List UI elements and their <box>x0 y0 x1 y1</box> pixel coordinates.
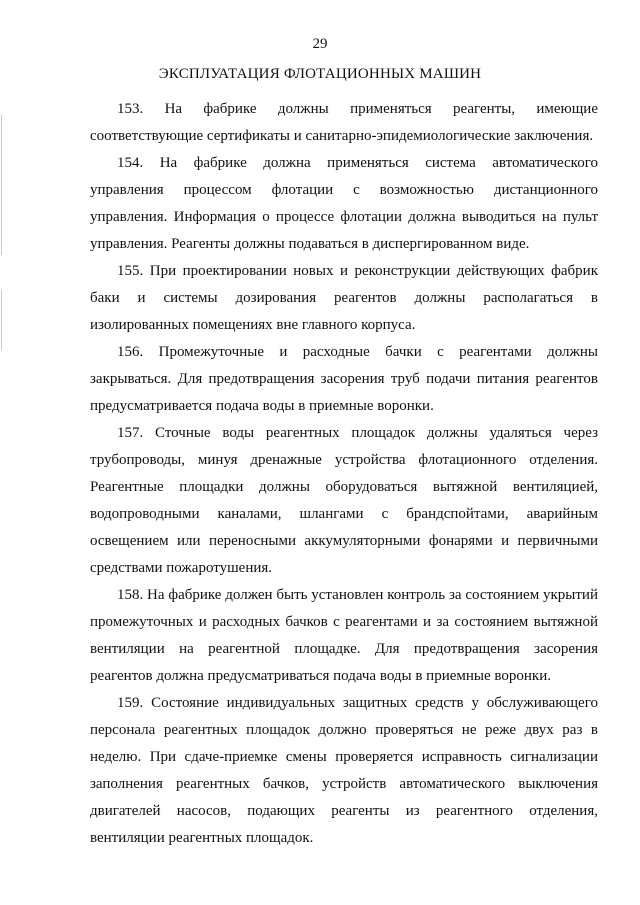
page-number: 29 <box>312 36 328 52</box>
paragraph-155: 155. При проектировании новых и реконструкции действующих фабрик баки и системы дозирования реагентов должны располагаться в изолированных помещениях вне главного корпуса. <box>90 263 598 333</box>
document-body <box>90 96 598 852</box>
paragraph-157: 157. Сточные воды реагентных площадок должны удаляться через трубопроводы, минуя дренажные устройства флотационного отделения. Реагентные площадки должны оборудоваться вытяжной вентиляцией, водопроводными каналами, шлангами с брандспойтами, аварийным освещением или переносными аккумуляторными фонарями и первичными средствами пожаротушения. <box>90 425 598 576</box>
paragraph-159: 159. Состояние индивидуальных защитных средств у обслуживающего персонала реагентных площадок должно проверяться не реже двух раз в неделю. При сдаче-приемке смены проверяется исправность сигнализации заполнения реагентных бачков, устройств автоматического выключения двигателей насосов, подающих реагенты из реагентного отделения, вентиляции реагентных площадок. <box>90 695 598 846</box>
scan-edge-mark <box>1 290 2 350</box>
scan-edge-mark <box>1 115 2 255</box>
paragraph-154: 154. На фабрике должна применяться система автоматического управления процессом флотации с возможностью дистанционного управления. Информация о процессе флотации должна выводиться на пульт управления. Реагенты должны подаваться в диспергированном виде. <box>90 155 598 252</box>
section-title: ЭКСПЛУАТАЦИЯ ФЛОТАЦИОННЫХ МАШИН <box>158 66 482 82</box>
paragraph-153: 153. На фабрике должны применяться реагенты, имеющие соответствующие сертификаты и санитарно-эпидемиологические заключения. <box>90 101 598 144</box>
paragraph-158: 158. На фабрике должен быть установлен контроль за состоянием укрытий промежуточных и расходных бачков с реагентами и за состоянием вытяжной вентиляции на реагентной площадке. Для предотвращения засорения реагентов должна предусматриваться подача воды в приемные воронки. <box>90 587 598 684</box>
paragraph-156: 156. Промежуточные и расходные бачки с реагентами должны закрываться. Для предотвращения засорения труб подачи питания реагентов предусматривается подача воды в приемные воронки. <box>90 344 598 414</box>
